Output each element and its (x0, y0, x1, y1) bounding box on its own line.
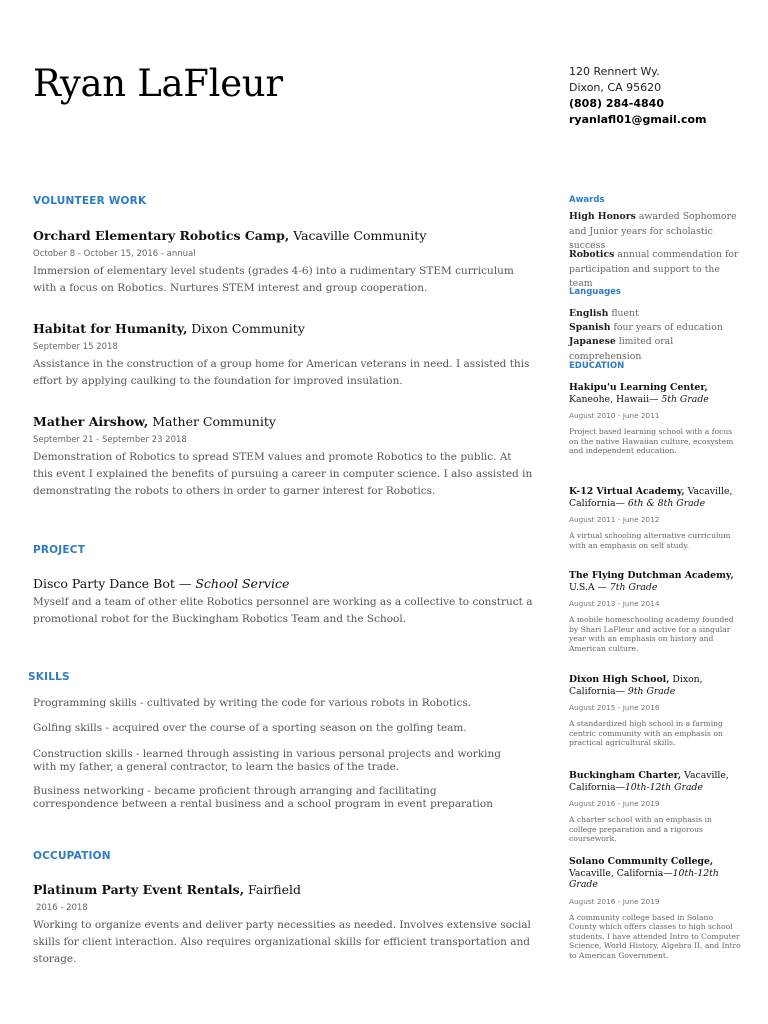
section-title-awards: Awards (569, 195, 605, 205)
education-title (569, 382, 741, 405)
address-line-2: Dixon, CA 95620 (569, 81, 662, 94)
entry-place: Dixon Community (187, 321, 305, 336)
section-title-occupation: OCCUPATION (33, 850, 111, 862)
address-line-1: 120 Rennert Wy. (569, 65, 660, 78)
entry-org: Mather Airshow, (33, 414, 149, 429)
occupation-entry (33, 882, 533, 968)
entry-date: October 8 - October 15, 2016 - annual (33, 249, 196, 259)
school-place: Kaneohe, Hawaii— (569, 393, 662, 405)
entry-title (33, 882, 533, 897)
entry-date: 2016 - 2018 (36, 903, 88, 913)
language-level: limited oral comprehension (569, 336, 674, 362)
contact-block (569, 64, 707, 128)
entry-title (33, 228, 533, 243)
section-title-education: EDUCATION (569, 361, 625, 371)
entry-description: Demonstration of Robotics to spread STEM values and promote Robotics to the public. At this event I explained the benefits of pursuing a career in computer science. I also assisted in demonstrating the robots to others in order to garner interest for Robotics. (33, 451, 533, 497)
school-name: Buckingham Charter, (569, 770, 682, 781)
education-description: A standardized high school in a farming centric community with an emphasis on practical agricultural skills. (569, 719, 723, 747)
education-description: A community college based in Solano County which offers classes to high school students. I have attended Intro to Computer Science, World History, Algebra II, and Intro to American Government. (569, 912, 741, 960)
education-entry (569, 486, 741, 550)
entry-place: Mather Community (148, 414, 276, 429)
entry-title (33, 414, 533, 429)
skill-item: Golfing skills - acquired over the course of a sporting season on the golfing team. (33, 722, 467, 734)
skill-item: Business networking - became proficient through arranging and facilitating correspondence between a rental business and a school program in event preparation (33, 785, 493, 810)
project-name: Disco Party Dance Bot (33, 576, 175, 591)
language-name: Japanese (569, 336, 616, 347)
award-detail: awarded Sophomore and Junior years for scholastic success (569, 211, 737, 251)
entry-org: Orchard Elementary Robotics Camp, (33, 228, 290, 243)
school-name: Solano Community College, (569, 856, 714, 867)
school-grade: 6th & 8th Grade (627, 497, 706, 509)
education-title (569, 770, 741, 793)
volunteer-entry (33, 321, 533, 390)
school-place: Vacaville, California— (569, 486, 733, 509)
education-description: Project based learning school with a focus on the native Hawaiian culture, ecosystem and independent education. (569, 427, 734, 455)
education-entry (569, 570, 741, 653)
resume-name: Ryan LaFleur (33, 62, 283, 105)
school-name: K-12 Virtual Academy, (569, 486, 685, 497)
entry-description: Assistance in the construction of a group home for American veterans in need. I assisted this effort by applying caulking to the foundation for improved insulation. (33, 358, 530, 387)
school-place: U.S.A — (569, 581, 610, 593)
entry-title (33, 576, 533, 591)
phone-number: (808) 284-4840 (569, 97, 664, 110)
language-level: fluent (608, 308, 639, 319)
education-date: August 2013 - June 2014 (569, 599, 660, 608)
school-grade: 10th-12th Grade (569, 867, 719, 890)
education-description: A charter school with an emphasis in college preparation and a rigorous coursework. (569, 815, 712, 843)
education-entry (569, 382, 741, 456)
education-description: A mobile homeschooling academy founded by Shari LaFleur and active for a singular year with an emphasis on history and American culture. (569, 615, 734, 653)
section-title-languages: Languages (569, 287, 621, 297)
skill-item: Construction skills - learned through assisting in various personal projects and working with my father, a general contractor, to learn the basics of the trade. (33, 748, 501, 773)
entry-place: Fairfield (244, 882, 302, 897)
education-entry (569, 856, 741, 960)
school-grade: 10th-12th Grade (624, 781, 703, 793)
education-description: A virtual schooling alternative curriculum with an emphasis on self study. (569, 531, 731, 550)
education-date: August 2015 - June 2016 (569, 703, 660, 712)
school-grade: 9th Grade (627, 685, 676, 697)
school-name: Dixon High School, (569, 674, 670, 685)
entry-description: Myself and a team of other elite Robotics personnel are working as a collective to construct a promotional robot for the Buckingham Robotics Team and the School. (33, 596, 533, 625)
skill-item: Programming skills - cultivated by writing the code for various robots in Robotics. (33, 697, 472, 709)
education-date: August 2010 - June 2011 (569, 411, 660, 420)
entry-org: Habitat for Humanity, (33, 321, 188, 336)
education-entry (569, 674, 741, 748)
education-date: August 2011 - June 2012 (569, 515, 660, 524)
project-entry (33, 576, 533, 628)
entry-place: Vacaville Community (289, 228, 427, 243)
school-place: Vacaville, California— (569, 770, 729, 793)
award-item (569, 248, 741, 292)
entry-description: Working to organize events and deliver party necessities as needed. Involves extensive social skills for client interaction. Also requires organizational skills for efficient transportation and storage. (33, 919, 531, 965)
entry-org: Platinum Party Event Rentals, (33, 882, 245, 897)
award-name: High Honors (569, 211, 636, 222)
school-grade: 7th Grade (609, 581, 658, 593)
education-title (569, 856, 741, 891)
section-title-volunteer: VOLUNTEER WORK (33, 195, 147, 207)
school-grade: 5th Grade (661, 393, 709, 405)
education-title (569, 486, 741, 509)
entry-date: September 21 - September 23 2018 (33, 435, 187, 445)
award-item (569, 210, 741, 254)
education-title (569, 674, 741, 697)
award-name: Robotics (569, 249, 615, 260)
language-item (569, 307, 741, 322)
language-name: English (569, 308, 609, 319)
language-item (569, 321, 741, 336)
education-date: August 2016 - June 2019 (569, 799, 660, 808)
entry-title (33, 321, 533, 336)
language-level: four years of education (610, 322, 723, 333)
education-date: August 2016 - June 2019 (569, 896, 660, 906)
language-item (569, 335, 741, 364)
education-title (569, 570, 741, 593)
project-role: — School Service (174, 576, 290, 591)
award-detail: annual commendation for participation and support to the team (569, 249, 739, 289)
school-place: Dixon, California— (569, 674, 703, 697)
school-place: Vacaville, California— (569, 867, 673, 879)
email-address: ryanlafl01@gmail.com (569, 113, 707, 126)
education-entry (569, 770, 741, 844)
language-name: Spanish (569, 322, 611, 333)
section-title-skills: SKILLS (28, 671, 70, 683)
volunteer-entry (33, 414, 533, 500)
entry-date: September 15 2018 (33, 342, 118, 352)
school-name: Hakipu'u Learning Center, (569, 382, 708, 393)
entry-description: Immersion of elementary level students (grades 4-6) into a rudimentary STEM curriculum with a focus on Robotics. Nurtures STEM interest and group cooperation. (33, 265, 514, 294)
school-name: The Flying Dutchman Academy, (569, 570, 734, 581)
section-title-project: PROJECT (33, 544, 86, 556)
volunteer-entry (33, 228, 533, 297)
